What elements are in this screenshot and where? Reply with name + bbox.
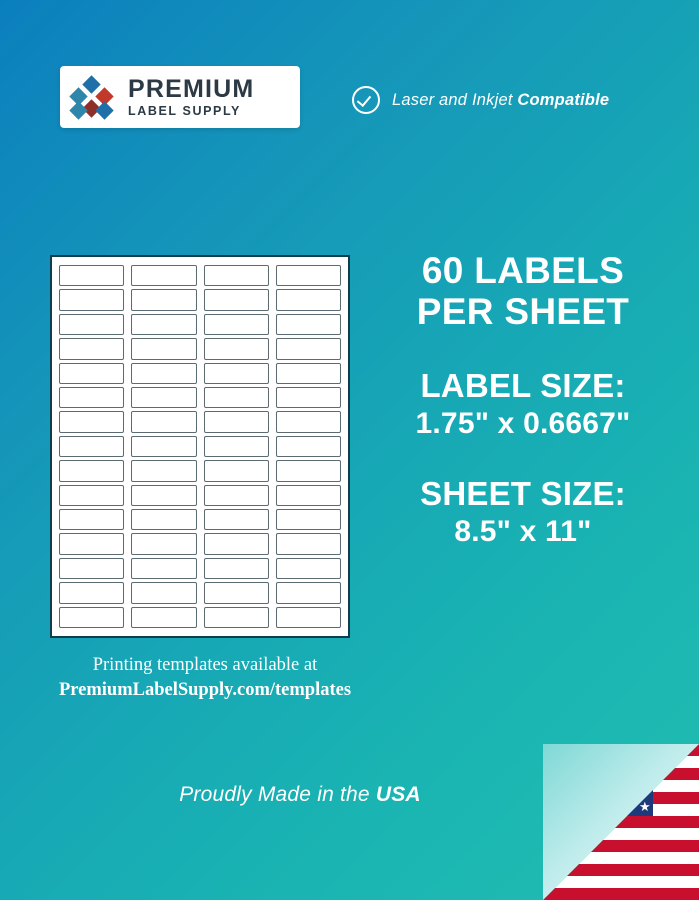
- label-cell: [204, 411, 269, 432]
- label-cell: [131, 582, 196, 603]
- label-cell: [131, 411, 196, 432]
- templates-note-line-1: Printing templates available at: [92, 655, 318, 675]
- label-cell: [59, 509, 124, 530]
- label-cell: [204, 265, 269, 286]
- label-cell: [276, 387, 341, 408]
- label-cell: [131, 387, 196, 408]
- specs-block: [368, 250, 678, 550]
- label-cell: [204, 314, 269, 335]
- label-cell: [59, 460, 124, 481]
- label-cell: [131, 509, 196, 530]
- label-cell: [59, 533, 124, 554]
- label-cell: [204, 533, 269, 554]
- label-cell: [59, 363, 124, 384]
- brand-logo: [60, 66, 300, 128]
- check-circle-icon: [352, 86, 380, 114]
- flag-union: ★: [543, 744, 653, 816]
- label-cell: [276, 314, 341, 335]
- label-cell: [276, 411, 341, 432]
- label-grid: [59, 265, 341, 628]
- label-cell: [276, 363, 341, 384]
- label-cell: [59, 558, 124, 579]
- label-cell: [276, 338, 341, 359]
- compatibility-banner: [352, 86, 609, 114]
- label-cell: [276, 582, 341, 603]
- label-cell: [204, 363, 269, 384]
- label-cell: [59, 387, 124, 408]
- sheet-size-title: SHEET SIZE:: [420, 475, 626, 513]
- label-cell: [59, 314, 124, 335]
- label-cell: [204, 338, 269, 359]
- label-cell: [131, 485, 196, 506]
- label-cell: [276, 558, 341, 579]
- label-cell: [204, 485, 269, 506]
- label-cell: [131, 363, 196, 384]
- label-cell: [59, 265, 124, 286]
- label-cell: [131, 558, 196, 579]
- diamond-logo-icon: [72, 74, 118, 120]
- label-cell: [204, 436, 269, 457]
- label-count-line-1: 60 LABELS: [421, 250, 625, 291]
- label-cell: [131, 265, 196, 286]
- label-cell: [131, 533, 196, 554]
- label-cell: [59, 485, 124, 506]
- label-cell: [204, 289, 269, 310]
- templates-note: [40, 653, 370, 703]
- label-cell: [59, 582, 124, 603]
- label-cell: [276, 607, 341, 628]
- label-cell: [204, 582, 269, 603]
- label-cell: [131, 338, 196, 359]
- label-cell: [276, 289, 341, 310]
- label-cell: [59, 289, 124, 310]
- compatibility-text: [392, 91, 609, 110]
- label-cell: [276, 485, 341, 506]
- label-cell: [276, 460, 341, 481]
- compatibility-text-plain: Laser and Inkjet: [392, 90, 518, 109]
- label-cell: [276, 436, 341, 457]
- label-cell: [59, 607, 124, 628]
- label-cell: [204, 607, 269, 628]
- label-size-title: LABEL SIZE:: [420, 366, 626, 404]
- brand-name-primary: PREMIUM: [128, 74, 255, 103]
- label-cell: [204, 387, 269, 408]
- compatibility-text-bold: Compatible: [517, 90, 610, 109]
- label-cell: [131, 289, 196, 310]
- templates-note-url: PremiumLabelSupply.com/templates: [58, 679, 352, 700]
- label-cell: [276, 265, 341, 286]
- label-cell: [204, 509, 269, 530]
- label-sheet-diagram: [50, 255, 350, 638]
- sheet-size-value: 8.5" x 11": [454, 515, 592, 549]
- usa-flag-corner: [543, 744, 699, 900]
- brand-name-secondary: LABEL SUPPLY: [128, 103, 241, 118]
- label-cell: [59, 338, 124, 359]
- label-cell: [204, 558, 269, 579]
- label-count-line-2: PER SHEET: [416, 291, 630, 333]
- label-cell: [131, 460, 196, 481]
- label-cell: [276, 533, 341, 554]
- label-cell: [131, 436, 196, 457]
- label-cell: [276, 509, 341, 530]
- made-in-usa-bold: USA: [375, 783, 421, 806]
- label-cell: [59, 436, 124, 457]
- label-cell: [131, 607, 196, 628]
- made-in-usa-plain: Proudly Made in the: [179, 783, 376, 806]
- label-cell: [59, 411, 124, 432]
- label-size-value: 1.75" x 0.6667": [415, 406, 631, 440]
- label-cell: [204, 460, 269, 481]
- brand-logo-text: [128, 74, 255, 118]
- label-cell: [131, 314, 196, 335]
- made-in-usa-text: [110, 783, 490, 807]
